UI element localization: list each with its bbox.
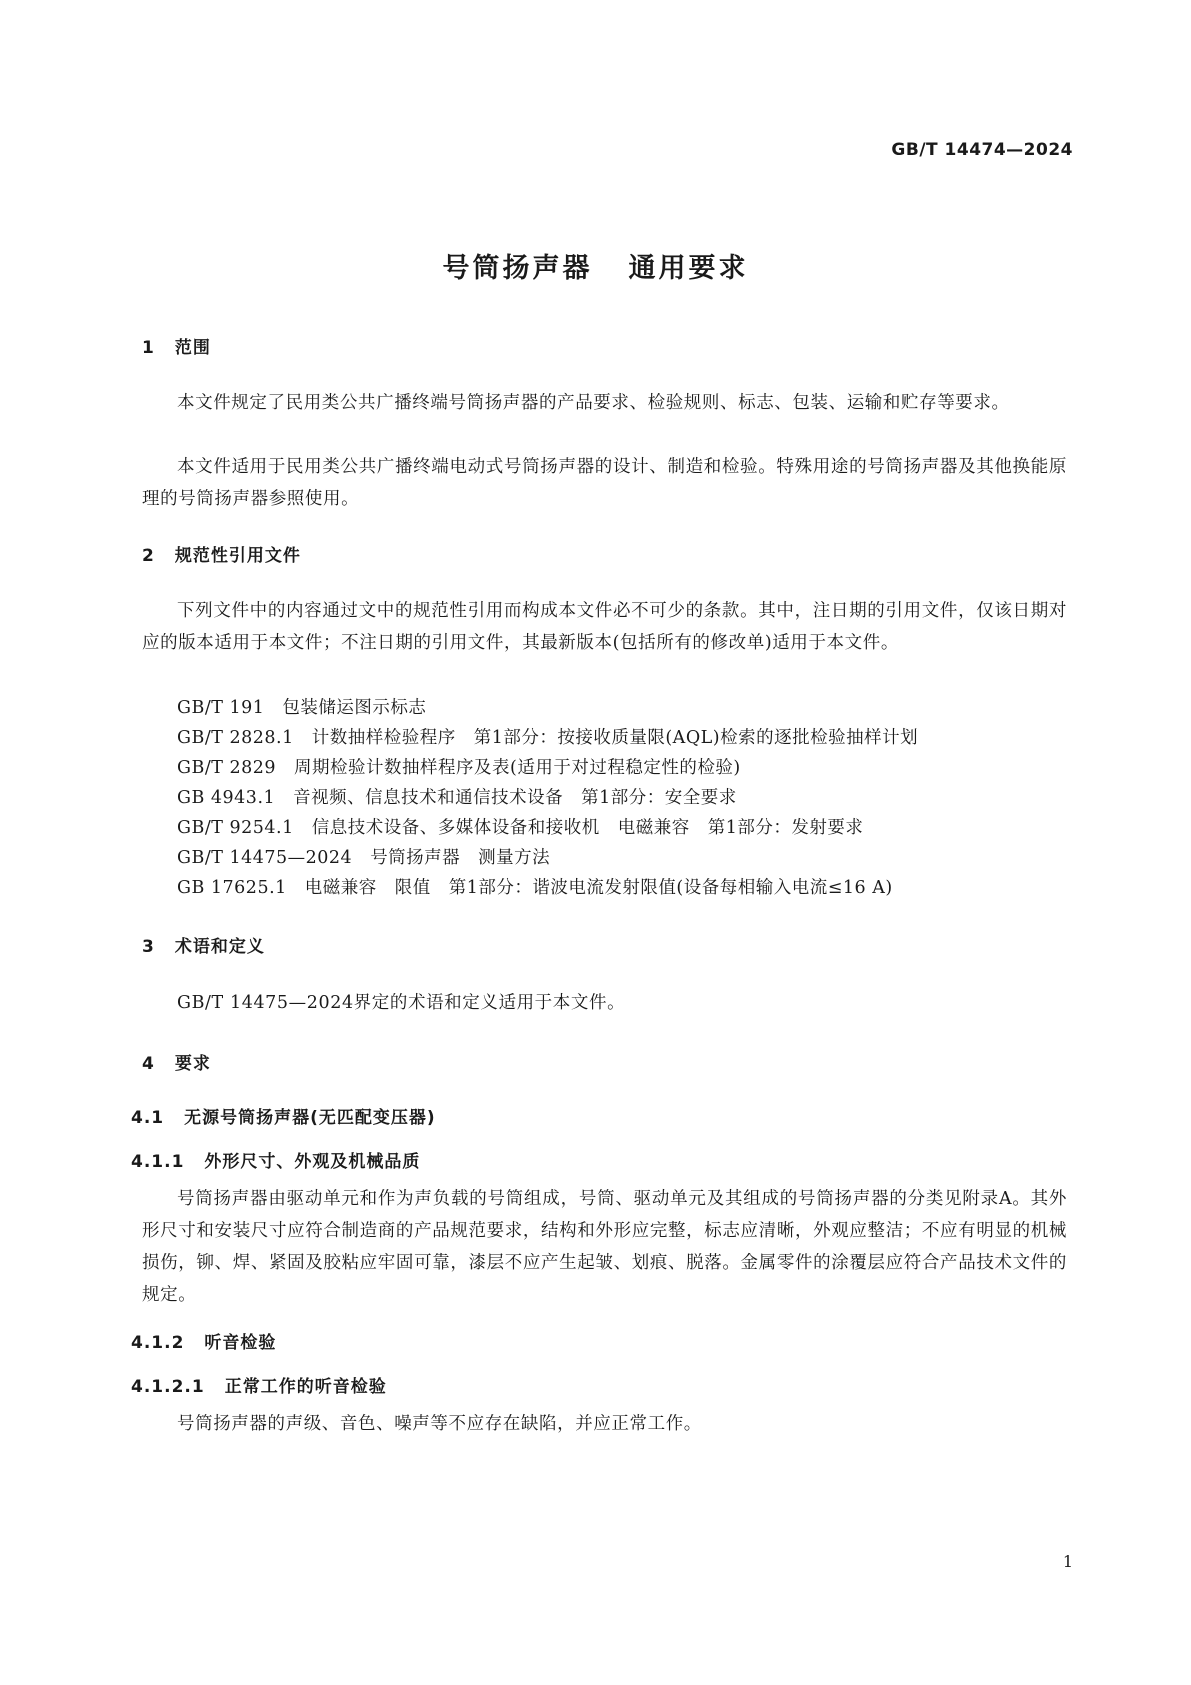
- appearance-paragraph: 号筒扬声器由驱动单元和作为声负载的号筒组成，号筒、驱动单元及其组成的号筒扬声器的分类见附录A。其外形尺寸和安装尺寸应符合制造商的产品规范要求，结构和外形应完整，标志应清晰，外观应整洁；不应有明显的机械损伤，铆、焊、紧固及胶粘应牢固可靠，漆层不应产生起皱、划痕、脱落。金属零件的涂覆层应符合产品技术文件的规定。: [142, 1189, 1067, 1305]
- reference-code: GB/T 14475—2024: [177, 848, 353, 868]
- section-number: 4.1.1: [131, 1152, 185, 1172]
- reference-title: 周期检验计数抽样程序及表(适用于对过程稳定性的检验): [294, 758, 741, 778]
- section-3-heading: [142, 932, 265, 957]
- title-part-2: 通用要求: [628, 253, 749, 284]
- subsection-4-1-1-heading: [131, 1147, 420, 1172]
- section-title: 术语和定义: [174, 937, 265, 957]
- section-title: 听音检验: [204, 1333, 277, 1353]
- section-number: 4.1.2.1: [131, 1377, 205, 1397]
- section-title: 外形尺寸、外观及机械品质: [204, 1152, 421, 1172]
- subsection-4-1-2-1-heading: [131, 1372, 387, 1397]
- section-number: 1: [142, 338, 155, 358]
- reference-code: GB/T 9254.1: [177, 818, 294, 838]
- terms-paragraph: GB/T 14475—2024界定的术语和定义适用于本文件。: [177, 993, 626, 1013]
- reference-title: 包装储运图示标志: [282, 698, 427, 718]
- reference-code: GB/T 2829: [177, 758, 277, 778]
- reference-title: 音视频、信息技术和通信技术设备 第1部分：安全要求: [293, 788, 737, 808]
- section-title: 规范性引用文件: [174, 546, 301, 566]
- section-title: 无源号筒扬声器(无匹配变压器): [184, 1108, 436, 1128]
- section-2-heading: [142, 541, 301, 566]
- section-number: 3: [142, 937, 155, 957]
- subsection-4-1-2-heading: [131, 1328, 276, 1353]
- section-number: 4: [142, 1054, 155, 1074]
- scope-paragraph-2: 本文件适用于民用类公共广播终端电动式号筒扬声器的设计、制造和检验。特殊用途的号筒扬声器及其他换能原理的号筒扬声器参照使用。: [142, 457, 1067, 509]
- scope-paragraph-1: 本文件规定了民用类公共广播终端号筒扬声器的产品要求、检验规则、标志、包装、运输和贮存等要求。: [177, 393, 1010, 413]
- reference-item: [177, 874, 893, 899]
- section-1-heading: [142, 333, 211, 358]
- section-title: 要求: [174, 1054, 211, 1074]
- reference-code: GB 17625.1: [177, 878, 287, 898]
- document-title: [0, 246, 1191, 285]
- normative-references-intro: 下列文件中的内容通过文中的规范性引用而构成本文件必不可少的条款。其中，注日期的引用文件，仅该日期对应的版本适用于本文件；不注日期的引用文件，其最新版本(包括所有的修改单)适用于本文件。: [142, 601, 1067, 653]
- page-number: 1: [1062, 1552, 1073, 1571]
- section-4-heading: [142, 1049, 211, 1074]
- section-title: 正常工作的听音检验: [224, 1377, 387, 1397]
- subsection-4-1-heading: [131, 1103, 436, 1128]
- reference-item: [177, 814, 863, 839]
- listening-check-paragraph: 号筒扬声器的声级、音色、噪声等不应存在缺陷，并应正常工作。: [177, 1414, 702, 1434]
- reference-item: [177, 724, 918, 749]
- reference-title: 信息技术设备、多媒体设备和接收机 电磁兼容 第1部分：发射要求: [311, 818, 864, 838]
- reference-code: GB 4943.1: [177, 788, 276, 808]
- section-number: 4.1: [131, 1108, 165, 1128]
- reference-item: [177, 754, 741, 779]
- title-part-1: 号筒扬声器: [442, 253, 593, 284]
- reference-item: [177, 844, 550, 869]
- reference-item: [177, 694, 426, 719]
- reference-item: [177, 784, 737, 809]
- section-number: 4.1.2: [131, 1333, 185, 1353]
- section-title: 范围: [174, 338, 211, 358]
- reference-title: 计数抽样检验程序 第1部分：按接收质量限(AQL)检索的逐批检验抽样计划: [311, 728, 919, 748]
- standard-code: GB/T 14474—2024: [891, 140, 1073, 160]
- section-number: 2: [142, 546, 155, 566]
- reference-title: 号筒扬声器 测量方法: [370, 848, 551, 868]
- reference-code: GB/T 191: [177, 698, 265, 718]
- reference-code: GB/T 2828.1: [177, 728, 294, 748]
- reference-title: 电磁兼容 限值 第1部分：谐波电流发射限值(设备每相输入电流≤16 A): [304, 878, 893, 898]
